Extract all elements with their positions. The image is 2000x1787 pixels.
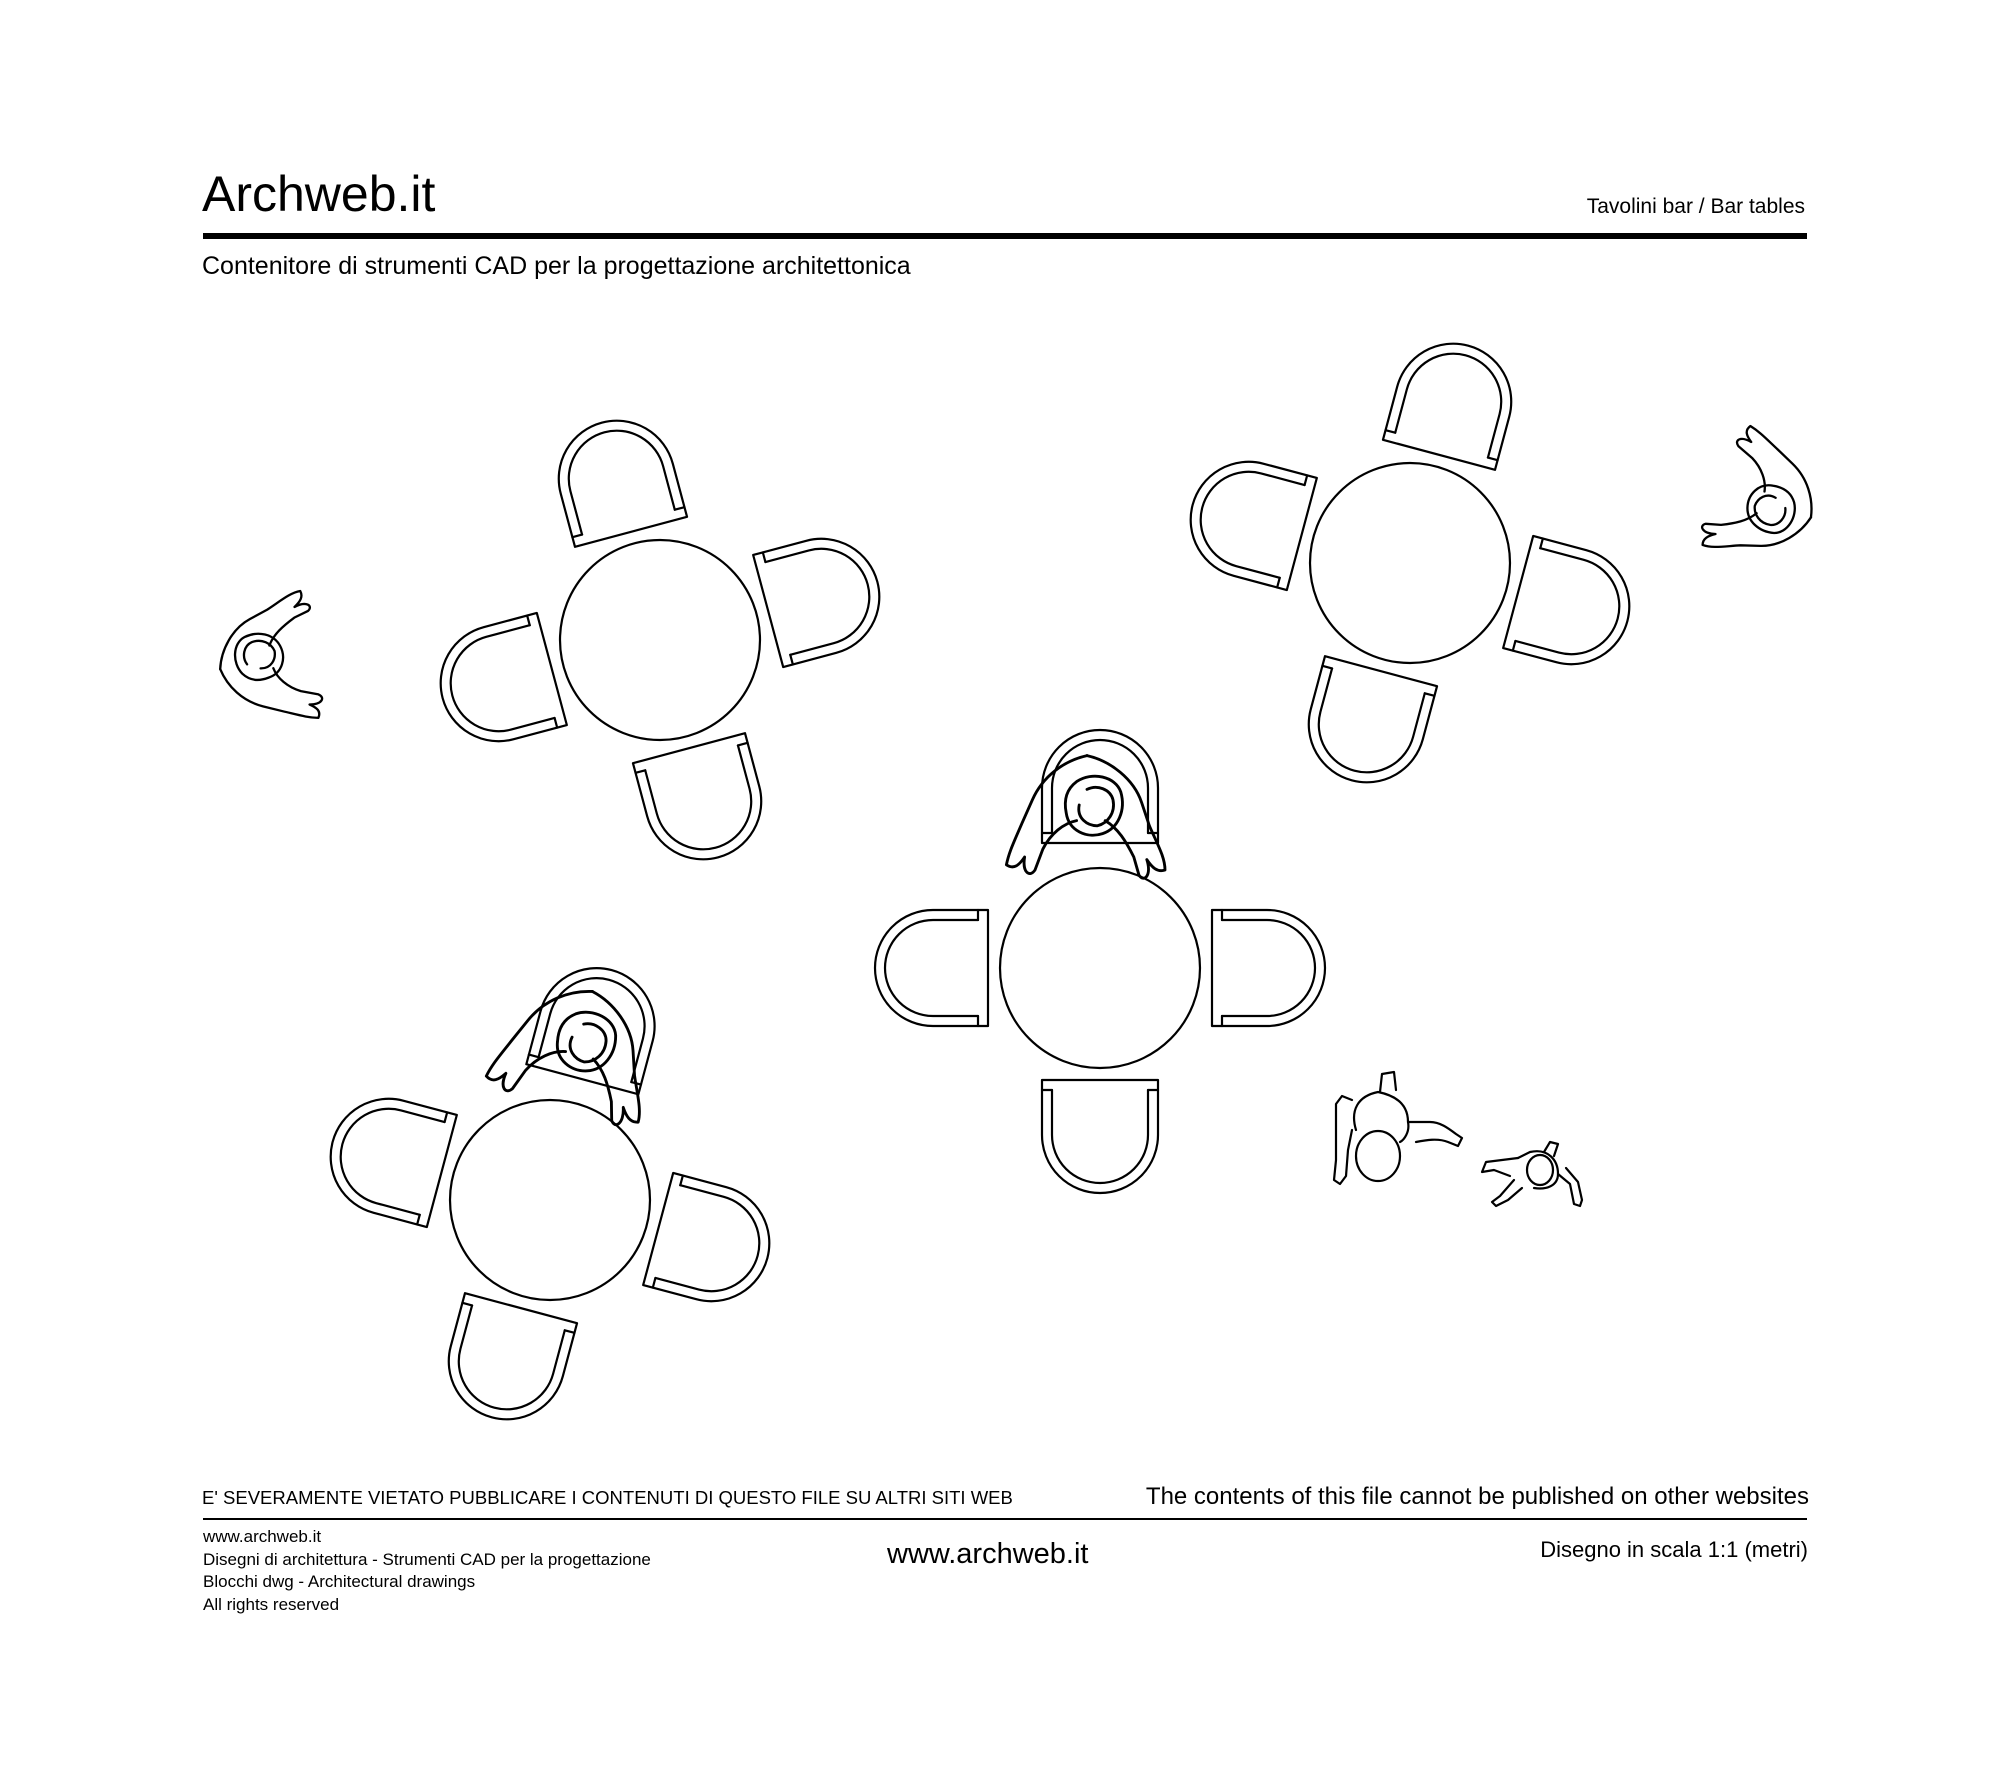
chair — [875, 910, 988, 1026]
warning-italian: E' SEVERAMENTE VIETATO PUBBLICARE I CONTENUTI DI QUESTO FILE SU ALTRI SITI WEB — [202, 1487, 1013, 1508]
seated-person — [1006, 756, 1165, 879]
chair — [1296, 656, 1437, 795]
footer-rule — [203, 1518, 1807, 1520]
table-bottom-left — [318, 955, 783, 1432]
chair — [546, 408, 687, 547]
chair — [753, 526, 892, 667]
info-line: Disegni di architettura - Strumenti CAD per la progettazione — [203, 1549, 651, 1569]
chair — [318, 1086, 457, 1227]
standing-person-left — [209, 590, 329, 733]
walking-adult — [1334, 1072, 1462, 1184]
table-top-right-surface — [1310, 463, 1510, 663]
chair — [1503, 536, 1642, 677]
table-center — [875, 730, 1325, 1193]
warning-english: The contents of this file cannot be published on other websites — [1145, 1483, 1809, 1510]
walking-child — [1482, 1142, 1582, 1206]
chair — [1383, 331, 1524, 470]
chair — [1178, 449, 1317, 590]
footer-info — [203, 1526, 651, 1616]
logo-title: Archweb.it — [202, 166, 436, 222]
walking-group — [1334, 1072, 1582, 1206]
table-top-left — [428, 408, 893, 873]
website-link[interactable]: www.archweb.it — [887, 1538, 1089, 1570]
chair — [1042, 1080, 1158, 1193]
table-top-left-surface — [560, 540, 760, 740]
chair — [428, 613, 567, 754]
info-line: All rights reserved — [203, 1594, 340, 1614]
chair — [436, 1293, 577, 1432]
chair — [1212, 910, 1325, 1026]
table-bottom-left-surface — [450, 1100, 650, 1300]
chair — [633, 733, 774, 872]
table-top-right — [1178, 331, 1643, 796]
info-line: Blocchi dwg - Architectural drawings — [203, 1572, 476, 1591]
scale-note: Disegno in scala 1:1 (metri) — [1540, 1537, 1808, 1562]
category-label: Tavolini bar / Bar tables — [1586, 195, 1805, 218]
chair — [643, 1173, 782, 1314]
subtitle: Contenitore di strumenti CAD per la progettazione architettonica — [202, 252, 911, 280]
standing-person-right — [1696, 422, 1833, 576]
info-line[interactable]: www.archweb.it — [203, 1527, 322, 1546]
table-center-surface — [1000, 868, 1200, 1068]
